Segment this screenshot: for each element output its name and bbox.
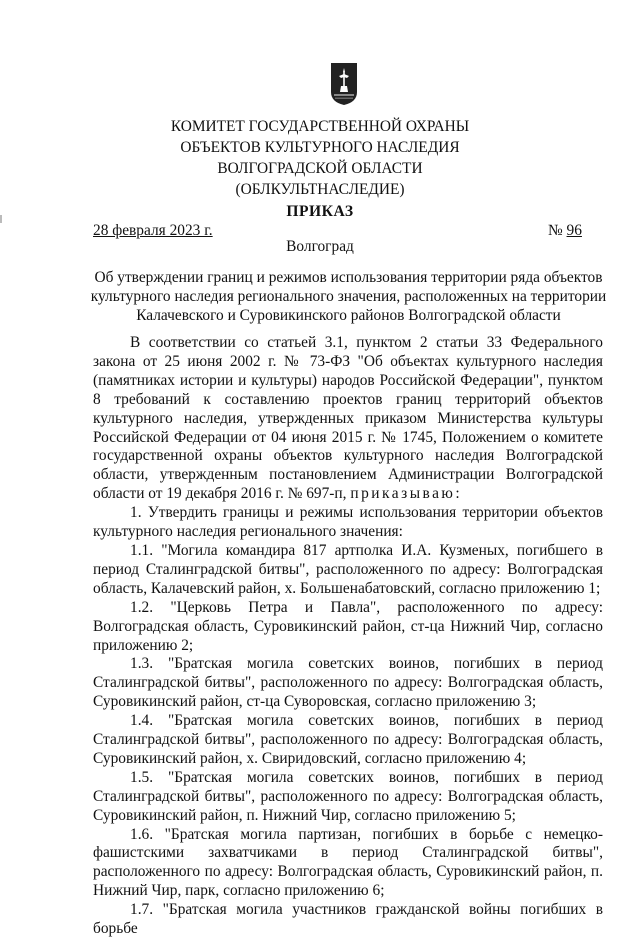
order-city: Волгоград xyxy=(286,238,354,255)
item-paragraph: 1. Утвердить границы и режимы использования территории объектов культурного наследия регионального значения: xyxy=(93,504,603,541)
item-paragraph: 1.6. "Братская могила партизан, погибших в борьбе с немецко-фашистскими захватчиками в период Сталинградской битвы", расположенного по адресу: Волгоградская область, Суровикинский район, п. Нижний Чир, парк, согласно приложению 6; xyxy=(93,825,603,900)
org-line: КОМИТЕТ ГОСУДАРСТВЕННОЙ ОХРАНЫ xyxy=(170,118,470,135)
item-paragraph: 1.4. "Братская могила советских воинов, погибших в период Сталинградской битвы", расположенного по адресу: Волгоградская область, Суровикинский район, х. Свиридовский, согласно приложению 4; xyxy=(93,712,603,767)
org-line: (ОБЛКУЛЬТНАСЛЕДИЕ) xyxy=(235,181,405,198)
preamble-text: В соответствии со статьей 3.1, пунктом 2 статьи 33 Федерального закона от 25 июня 2002 г. № 73-ФЗ "Об объектах культурного наследия (памятниках истории и культуры) народов Российской Федерации", пунктом 8 требований к составлению проектов границ территорий объектов культурного наследия, утвержденных приказом Министерства культуры Российской Федерации от 04 июня 2015 г. № 1745, Положением о комитете государственной охраны объектов культурного наследия Волгоградской области, утвержденным постановлением Администрации Волгоградской области от 19 декабря 2016 г. № 697-п, xyxy=(93,334,603,503)
order-subject: Об утверждении границ и режимов использования территории ряда объектов культурного наследия регионального значения, расположенных на территории Калачевского и Суровикинского районов Волгоградской области xyxy=(90,269,607,324)
item-paragraph: 1.3. "Братская могила советских воинов, погибших в период Сталинградской битвы", расположенного по адресу: Волгоградская область, Суровикинский район, ст-ца Суворовская, согласно приложению 3; xyxy=(93,655,603,711)
org-line: ВОЛГОГРАДСКОЙ ОБЛАСТИ xyxy=(217,160,423,177)
order-number-value: 96 xyxy=(566,222,582,239)
order-number-prefix: № xyxy=(548,222,567,239)
item-paragraph: 1.2. "Церковь Петра и Павла", расположенного по адресу: Волгоградская область, Суровикинский район, ст-ца Нижний Чир, согласно приложению 2; xyxy=(93,598,603,654)
preamble-paragraph xyxy=(93,334,603,504)
volgograd-coat-of-arms-icon xyxy=(330,62,358,106)
document-title: ПРИКАЗ xyxy=(286,203,354,220)
item-paragraph: 1.7. "Братская могила участников гражданской войны погибших в борьбе xyxy=(93,901,603,938)
organization-name xyxy=(0,116,640,200)
item-paragraph: 1.5. "Братская могила советских воинов, погибших в период Сталинградской битвы", расположенного по адресу: Волгоградская область, Суровикинский район, п. Нижний Чир, согласно приложению 5; xyxy=(93,768,603,824)
document-body xyxy=(93,334,603,939)
order-date: 28 февраля 2023 г. xyxy=(93,222,213,239)
item-paragraph: 1.1. "Могила командира 817 артполка И.А. Кузменых, погибшего в период Сталинградской битвы", расположенного по адресу: Волгоградская область, Калачевский район, х. Большенабатовский, согласно приложению 1; xyxy=(93,541,603,597)
decree-word: приказываю: xyxy=(350,485,463,503)
org-line: ОБЪЕКТОВ КУЛЬТУРНОГО НАСЛЕДИЯ xyxy=(180,139,460,156)
